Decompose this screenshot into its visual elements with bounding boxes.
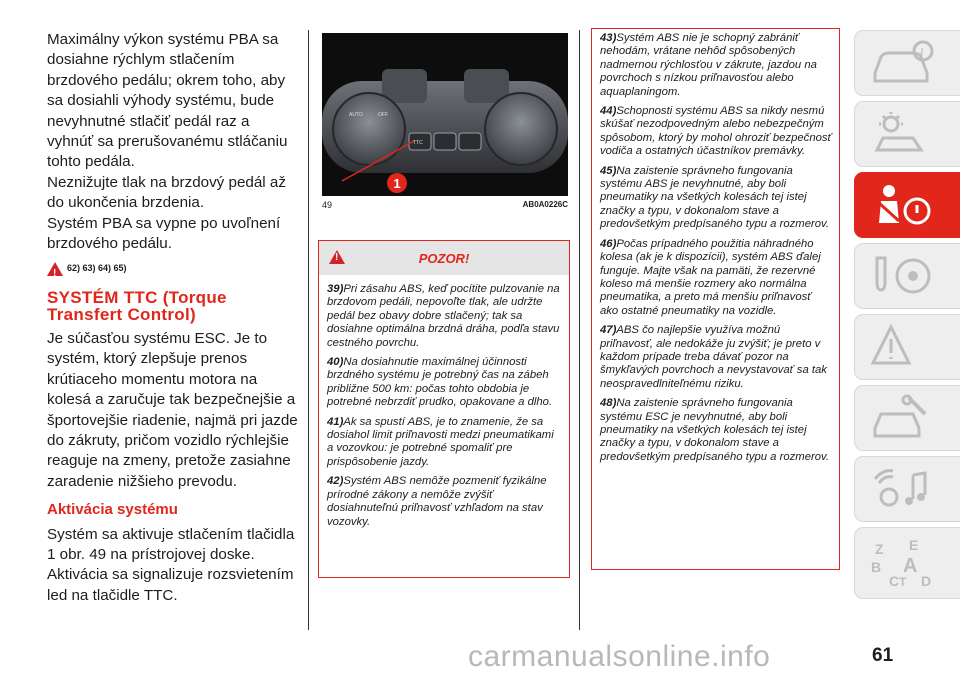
tab-multimedia[interactable] (854, 456, 960, 522)
note-number: 46) (600, 237, 617, 250)
intro-paragraph: Neznižujte tlak na brzdový pedál až do ukončenia brzdenia. (47, 173, 286, 212)
left-column (47, 30, 299, 606)
section-body: Je súčasťou systému ESC. Je to systém, ktorý zlepšuje prenos krútiaceho momentu motora na kolesá a zaručuje tak bezpečnejšie a športovejšie riadenie, najmä pri jazde do zákruty, pričom vozidlo rýchlejšie reaguje na zmeny, pretože zasiahne zaradenie nižšieho prevodu. (47, 329, 298, 490)
tab-starting-driving[interactable] (854, 243, 960, 309)
figure-image (322, 33, 568, 196)
warning-note (327, 475, 562, 529)
warning-note (600, 105, 832, 159)
note-text: Na zaistenie správneho fungovania systému ESC je nevyhnutné, aby boli pneumatiky na všetkých kolesách tej istej značky a typu, v dokonalom stave a predovšetkým predpísaného typu a rozmerov. (600, 397, 829, 463)
note-number: 47) (600, 324, 617, 337)
figure-number: 49 (322, 200, 333, 210)
warning-references (47, 258, 299, 278)
warning-note (327, 356, 562, 410)
warning-title: POZOR! (418, 250, 470, 266)
car-tools-icon (869, 394, 939, 442)
warning-note (600, 238, 832, 318)
svg-text:i: i (920, 45, 924, 59)
warning-icon (47, 262, 63, 276)
page-number: 61 (872, 645, 894, 666)
warning-triangle-icon (869, 323, 939, 371)
note-number: 41) (327, 415, 344, 428)
warning-note (600, 397, 832, 464)
note-number: 40) (327, 356, 344, 369)
index-letter: C (889, 573, 900, 589)
figure-code: AB0A0226C (522, 200, 568, 209)
tab-emergency[interactable] (854, 314, 960, 380)
climate-panel-illustration (322, 33, 568, 196)
car-info-icon (869, 39, 939, 87)
warning-note (327, 283, 562, 350)
warning-notes (592, 29, 839, 464)
tab-dashboard-lights[interactable] (854, 101, 960, 167)
note-text: Systém ABS nie je schopný zabrániť nehodám, vrátane nehôd spôsobených nadmernou rýchlosťou v zákrute, jazdou na povrchoch s nízkou priľnavosťou alebo aquaplaningom. (600, 32, 817, 98)
index-letters-icon (869, 536, 939, 590)
warning-note (600, 324, 832, 391)
note-text: Na zaistenie správneho fungovania systému ABS je nevyhnutné, aby boli pneumatiky na všetkých kolesách tej istej značky a typu, v dokonalom stave a predovšetkým predpísaného typu a rozmerov. (600, 164, 829, 231)
subheading: Aktivácia systému (47, 501, 178, 519)
tab-car-info[interactable] (854, 30, 960, 96)
note-number: 42) (327, 475, 344, 488)
warning-note (600, 165, 832, 232)
index-letter: T (899, 575, 907, 589)
note-number: 45) (600, 164, 617, 177)
multimedia-icon (869, 465, 939, 513)
callout-label: 1 (393, 176, 401, 191)
steering-wheel-icon (869, 252, 939, 300)
note-text: Ak sa spustí ABS, je to znamenie, že sa dosiahol limit priľnavosti medzi pneumatikami a vozovkou: je potrebné spomaliť pre prispôsobenie jazdy. (327, 415, 554, 468)
auto-label: AUTO (349, 112, 363, 118)
note-number: 44) (600, 105, 617, 118)
tab-safety[interactable] (854, 172, 960, 238)
warning-refs-text: 62) 63) 64) 65) (67, 263, 127, 274)
note-text: Schopnosti systému ABS sa nikdy nesmú skúšať nezodpovedným alebo nebezpečným spôsobom, ktorý by mohol ohroziť bezpečnosť vodiča a ostatných účastníkov premávky. (600, 105, 832, 158)
index-letter: E (909, 537, 919, 553)
tab-maintenance[interactable] (854, 385, 960, 451)
index-letter: B (871, 559, 882, 575)
activation-body: Systém sa aktivuje stlačením tlačidla 1 obr. 49 na prístrojovej doske. Aktivácia sa signalizuje rozsvietením led na tlačidle TTC. (47, 525, 295, 604)
warning-box (318, 240, 570, 578)
chapter-tabs (854, 30, 960, 634)
index-letter: A (903, 555, 918, 577)
note-text: Systém ABS nemôže pozmeniť fyzikálne prírodné zákony a nemôže zvýšiť dosiahnuteľnú priľnavosť vzhľadom na stav vozovky. (327, 475, 547, 528)
note-number: 43) (600, 32, 617, 44)
warning-icon (329, 250, 345, 264)
figure-caption (322, 200, 568, 210)
intro-paragraph: Systém PBA sa vypne po uvoľnení brzdového pedálu. (47, 214, 281, 253)
warning-note (600, 32, 832, 99)
index-letter: Z (875, 541, 884, 557)
index-letter: D (921, 573, 932, 589)
tab-index[interactable] (854, 527, 960, 599)
note-number: 39) (327, 283, 344, 295)
intro-paragraph: Maximálny výkon systému PBA sa dosiahne rýchlym stlačením brzdového pedálu; okrem toho, aby sa dosiahli výhody systému, bude nevyhnutné stlačiť pedál raz a vyhnúť sa prerušovanému stláčaniu tohto pedála. (47, 31, 288, 171)
off-label: OFF (378, 112, 388, 118)
column-divider (579, 30, 580, 630)
ttc-label: TTC (413, 140, 423, 146)
section-title: SYSTÉM TTC (Torque Transfert Control) (47, 287, 227, 324)
note-text: Na dosiahnutie maximálnej účinnosti brzdného systému je potrebný čas na zábeh približne 500 km: počas tohto obdobia je potrebné nebrzdiť prudko, opakovane a dlho. (327, 356, 553, 409)
watermark: carmanualsonline.info (468, 640, 771, 673)
seatbelt-airbag-icon (869, 181, 939, 229)
column-divider (308, 30, 309, 630)
note-text: Počas prípadného použitia náhradného kolesa (ak je k dispozícii), systém ABS ďalej funguje. Majte však na pamäti, že rezervné koleso má menšie rozmery ako normálna pneumatika, a preto má menšiu priľnavosť ako ostatné pneumatiky na vozidle. (600, 237, 821, 317)
note-text: Pri zásahu ABS, keď pocítite pulzovanie na brzdovom pedáli, nepovoľte tlak, ale udržte pedál bez obavy dobre stlačený; tak sa dosiahne optimálna brzdná dráha, podľa stavu cestného povrchu. (327, 283, 560, 349)
warning-box-continued (591, 28, 840, 570)
warning-notes (319, 275, 569, 529)
note-text: ABS čo najlepšie využíva možnú priľnavosť, ale nedokáže ju zvýšiť; je preto v každom prípade treba dávať pozor na šmykľavých povrchoch a nevystavovať sa tak neospravedlniteľnému riziku. (600, 324, 827, 390)
dashboard-lights-icon (869, 110, 939, 158)
note-number: 48) (600, 397, 617, 410)
warning-header (319, 241, 569, 275)
warning-note (327, 416, 562, 470)
